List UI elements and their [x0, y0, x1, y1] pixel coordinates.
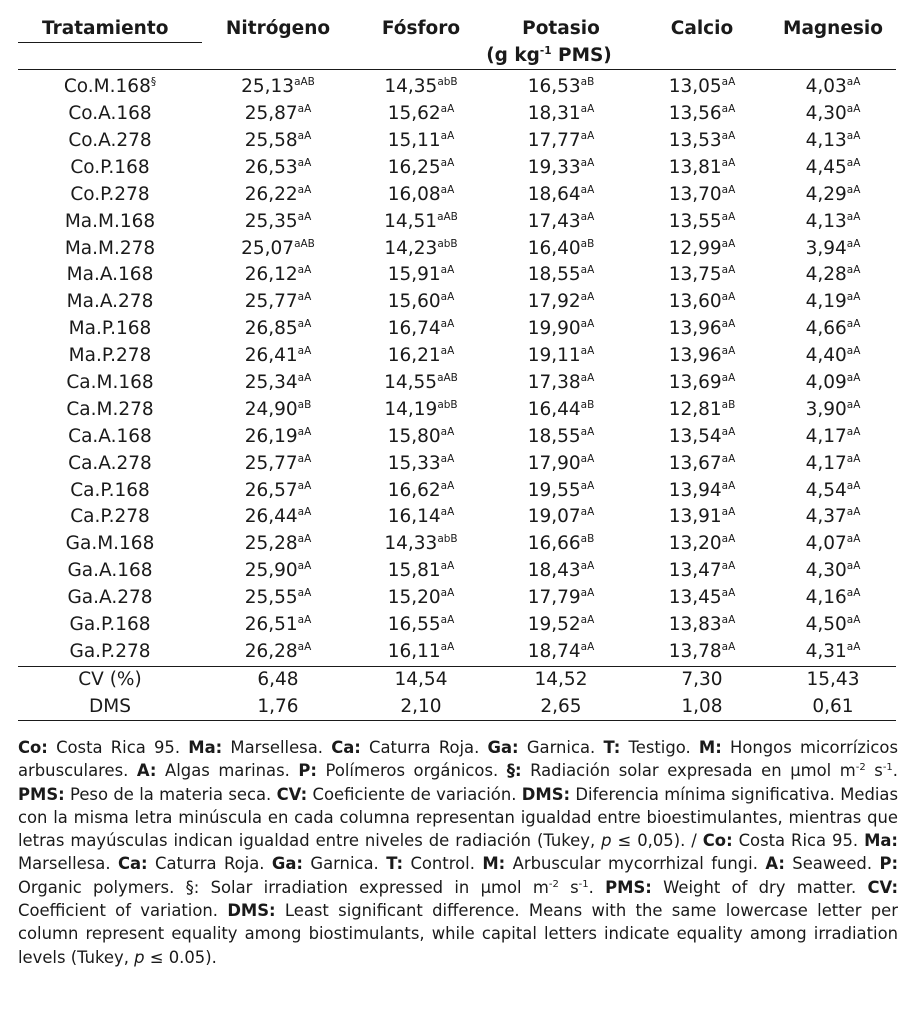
- cell-nitrogen: $26,28^{aA}$: [244, 640, 312, 662]
- stat-value: 15,43: [770, 666, 896, 693]
- cell-potassium: $18,31^{aA}$: [527, 103, 595, 125]
- cell-calcium: $12,99^{aA}$: [668, 237, 736, 259]
- cell-potassium: $17,77^{aA}$: [527, 129, 595, 151]
- table-row: [18, 639, 896, 666]
- cell-nitrogen: $26,22^{aA}$: [244, 183, 312, 205]
- table-row: [18, 585, 896, 612]
- cell-magnesium: $4,66^{aA}$: [805, 318, 861, 340]
- cell-calcium: $13,60^{aA}$: [668, 291, 736, 313]
- table-row: [18, 504, 896, 531]
- cell-calcium: $13,55^{aA}$: [668, 210, 736, 232]
- cell-treatment: Ga.M.168: [65, 533, 155, 555]
- cell-calcium: $13,67^{aA}$: [668, 452, 736, 474]
- cell-phosphorus: $16,08^{aA}$: [387, 183, 455, 205]
- cell-phosphorus: $15,33^{aA}$: [387, 452, 455, 474]
- cell-nitrogen: $25,77^{aA}$: [244, 291, 312, 313]
- cell-treatment: Ca.A.168: [68, 425, 152, 447]
- cell-phosphorus: $15,81^{aA}$: [387, 560, 455, 582]
- cell-magnesium: $4,19^{aA}$: [805, 291, 861, 313]
- cell-potassium: $16,40^{aB}$: [527, 237, 595, 259]
- cell-calcium: $13,05^{aA}$: [668, 76, 736, 98]
- cell-potassium: $17,92^{aA}$: [527, 291, 595, 313]
- cell-calcium: $13,20^{aA}$: [668, 533, 736, 555]
- cell-phosphorus: $14,35^{abB}$: [384, 76, 458, 98]
- cell-treatment: Ca.A.278: [68, 452, 152, 474]
- stat-value: 1,76: [202, 693, 354, 721]
- table-row: [18, 101, 896, 128]
- cell-magnesium: $4,03^{aA}$: [805, 76, 861, 98]
- cell-magnesium: $4,45^{aA}$: [805, 156, 861, 178]
- table-row: [18, 182, 896, 209]
- cell-potassium: $17,43^{aA}$: [527, 210, 595, 232]
- cell-potassium: $19,90^{aA}$: [527, 318, 595, 340]
- cell-phosphorus: $16,55^{aA}$: [387, 614, 455, 635]
- cell-magnesium: $4,16^{aA}$: [805, 587, 861, 609]
- cell-treatment: Co.P.278: [70, 183, 150, 205]
- units-row: [18, 43, 896, 70]
- table-row: [18, 477, 896, 504]
- cell-nitrogen: $26,12^{aA}$: [244, 264, 312, 286]
- cell-nitrogen: $25,77^{aA}$: [244, 452, 312, 474]
- table-row: [18, 450, 896, 477]
- stat-value: 6,48: [202, 666, 354, 693]
- table-row: [18, 370, 896, 397]
- cell-treatment: Co.A.168: [68, 103, 152, 125]
- cell-potassium: $18,55^{aA}$: [527, 264, 595, 286]
- header-magnesium: Magnesio: [783, 17, 883, 39]
- cell-calcium: $13,53^{aA}$: [668, 129, 736, 151]
- table-row: [18, 128, 896, 155]
- stat-value: 14,54: [354, 666, 488, 693]
- cell-nitrogen: $26,51^{aA}$: [244, 614, 312, 635]
- cell-treatment: Co.M.168§: [63, 76, 157, 98]
- cell-phosphorus: $15,20^{aA}$: [387, 587, 455, 609]
- cell-treatment: Ma.P.278: [68, 345, 152, 367]
- cell-calcium: $13,96^{aA}$: [668, 345, 736, 367]
- cell-nitrogen: $25,58^{aA}$: [244, 129, 312, 151]
- table-container: [18, 14, 896, 721]
- header-nitrogen: Nitrógeno: [225, 17, 331, 39]
- cell-magnesium: $4,31^{aA}$: [805, 640, 861, 662]
- cell-calcium: $13,75^{aA}$: [668, 264, 736, 286]
- cell-treatment: Ca.M.278: [66, 398, 154, 420]
- cell-treatment: Co.A.278: [68, 129, 152, 151]
- cell-treatment: Ga.P.168: [69, 614, 151, 635]
- cell-magnesium: $4,13^{aA}$: [805, 129, 861, 151]
- cell-magnesium: $4,54^{aA}$: [805, 479, 861, 501]
- cell-magnesium: $4,17^{aA}$: [805, 425, 861, 447]
- cell-magnesium: $4,40^{aA}$: [805, 345, 861, 367]
- cell-nitrogen: $25,35^{aA}$: [244, 210, 312, 232]
- table-footnote: [18, 736, 898, 969]
- stat-value: 14,52: [488, 666, 634, 693]
- stats-row: [18, 666, 896, 693]
- cell-magnesium: $4,50^{aA}$: [805, 614, 861, 635]
- cell-phosphorus: $14,19^{abB}$: [384, 398, 458, 420]
- cell-potassium: $19,11^{aA}$: [527, 345, 595, 367]
- units-label: (g $kg^{-1}$ PMS): [202, 43, 896, 70]
- footnote-spanish: Co: Costa Rica 95. Ma: Marsellesa. Ca: Caturra Roja. Ga: Garnica. T: Testigo. M: Hongos micorrízicos arbusculares. A: Algas marinas. P: Polímeros orgánicos. §: Radiación solar expresada en µmol $m^{-2}$ $s^{-1}$. PMS: Peso de la materia seca. CV: Coeficiente de variación. DMS: Diferencia mínima significativa. Medias con la misma letra minúscula en cada columna representan igualdad entre bioestimulantes, mientras que letras mayúsculas indican igualdad entre niveles de radiación (Tukey, p ≤ 0,05). /: [18, 738, 899, 851]
- cell-calcium: $13,94^{aA}$: [668, 479, 736, 501]
- cell-calcium: $13,56^{aA}$: [668, 103, 736, 125]
- cell-potassium: $17,79^{aA}$: [527, 587, 595, 609]
- cell-nitrogen: $25,55^{aA}$: [244, 587, 312, 609]
- cell-treatment: Ma.M.278: [64, 237, 156, 259]
- cell-treatment: Ga.A.168: [67, 560, 153, 582]
- cell-phosphorus: $15,11^{aA}$: [387, 129, 455, 151]
- header-treatment: Tratamiento: [18, 14, 202, 43]
- cell-calcium: $13,81^{aA}$: [668, 156, 736, 178]
- cell-phosphorus: $16,21^{aA}$: [387, 345, 455, 367]
- cell-magnesium: $4,29^{aA}$: [805, 183, 861, 205]
- cell-magnesium: $4,17^{aA}$: [805, 452, 861, 474]
- cell-phosphorus: $14,33^{abB}$: [384, 533, 458, 555]
- cell-calcium: $12,81^{aB}$: [668, 398, 736, 420]
- cell-nitrogen: $25,13^{aAB}$: [241, 76, 315, 98]
- cell-treatment: Ma.P.168: [68, 318, 152, 340]
- cell-treatment: Ca.M.168: [66, 371, 154, 393]
- cell-potassium: $19,52^{aA}$: [527, 614, 595, 635]
- cell-treatment: Co.P.168: [70, 156, 150, 178]
- table-row: [18, 424, 896, 451]
- cell-phosphorus: $15,62^{aA}$: [387, 103, 455, 125]
- cell-magnesium: $4,28^{aA}$: [805, 264, 861, 286]
- cell-phosphorus: $16,25^{aA}$: [387, 156, 455, 178]
- cell-potassium: $17,38^{aA}$: [527, 371, 595, 393]
- cell-magnesium: $3,94^{aA}$: [805, 237, 861, 259]
- cell-phosphorus: $14,23^{abB}$: [384, 237, 458, 259]
- header-potassium: Potasio: [522, 17, 600, 39]
- header-phosphorus: Fósforo: [381, 17, 461, 39]
- cell-nitrogen: $26,19^{aA}$: [244, 425, 312, 447]
- table-row: [18, 70, 896, 101]
- table-row: [18, 316, 896, 343]
- table-row: [18, 558, 896, 585]
- cell-potassium: $16,53^{aB}$: [527, 76, 595, 98]
- cell-treatment: Ga.A.278: [67, 587, 153, 609]
- cell-calcium: $13,96^{aA}$: [668, 318, 736, 340]
- cell-magnesium: $4,13^{aA}$: [805, 210, 861, 232]
- cell-calcium: $13,45^{aA}$: [668, 587, 736, 609]
- cell-treatment: Ga.P.278: [69, 640, 151, 662]
- cell-nitrogen: $25,90^{aA}$: [244, 560, 312, 582]
- cell-magnesium: $3,90^{aA}$: [805, 398, 861, 420]
- cell-nitrogen: $26,85^{aA}$: [244, 318, 312, 340]
- cell-nitrogen: $26,41^{aA}$: [244, 345, 312, 367]
- cell-phosphorus: $15,91^{aA}$: [387, 264, 455, 286]
- cell-nitrogen: $24,90^{aB}$: [244, 398, 312, 420]
- cell-nitrogen: $26,44^{aA}$: [244, 506, 312, 528]
- cell-treatment: Ma.A.168: [66, 264, 154, 286]
- cell-magnesium: $4,30^{aA}$: [805, 103, 861, 125]
- cell-nitrogen: $26,53^{aA}$: [244, 156, 312, 178]
- cell-nitrogen: $25,34^{aA}$: [244, 371, 312, 393]
- cell-calcium: $13,78^{aA}$: [668, 640, 736, 662]
- table-row: [18, 262, 896, 289]
- cell-treatment: Ma.M.168: [64, 210, 156, 232]
- cell-magnesium: $4,30^{aA}$: [805, 560, 861, 582]
- cell-treatment: Ca.P.278: [70, 506, 150, 528]
- cell-phosphorus: $16,11^{aA}$: [387, 640, 455, 662]
- stats-row: [18, 693, 896, 721]
- cell-magnesium: $4,37^{aA}$: [805, 506, 861, 528]
- cell-phosphorus: $16,62^{aA}$: [387, 479, 455, 501]
- table-row: [18, 155, 896, 182]
- cell-calcium: $13,83^{aA}$: [668, 614, 736, 635]
- cell-nitrogen: $25,07^{aAB}$: [241, 237, 315, 259]
- stat-label: CV (%): [18, 666, 202, 693]
- stat-value: 7,30: [634, 666, 770, 693]
- cell-phosphorus: $14,51^{aAB}$: [384, 210, 458, 232]
- cell-potassium: $18,64^{aA}$: [527, 183, 595, 205]
- cell-potassium: $18,55^{aA}$: [527, 425, 595, 447]
- cell-potassium: $19,33^{aA}$: [527, 156, 595, 178]
- table-row: [18, 235, 896, 262]
- header-row: [18, 14, 896, 43]
- stat-label: DMS: [18, 693, 202, 721]
- nutrient-table: [18, 14, 896, 721]
- cell-phosphorus: $15,80^{aA}$: [387, 425, 455, 447]
- stat-value: 2,65: [488, 693, 634, 721]
- table-row: [18, 208, 896, 235]
- cell-potassium: $18,74^{aA}$: [527, 640, 595, 662]
- cell-calcium: $13,69^{aA}$: [668, 371, 736, 393]
- stat-value: 1,08: [634, 693, 770, 721]
- table-body: [18, 70, 896, 721]
- cell-nitrogen: $25,28^{aA}$: [244, 533, 312, 555]
- cell-potassium: $19,07^{aA}$: [527, 506, 595, 528]
- cell-phosphorus: $16,14^{aA}$: [387, 506, 455, 528]
- table-row: [18, 531, 896, 558]
- cell-potassium: $18,43^{aA}$: [527, 560, 595, 582]
- cell-phosphorus: $16,74^{aA}$: [387, 318, 455, 340]
- cell-magnesium: $4,09^{aA}$: [805, 371, 861, 393]
- table-row: [18, 612, 896, 639]
- cell-potassium: $19,55^{aA}$: [527, 479, 595, 501]
- cell-calcium: $13,70^{aA}$: [668, 183, 736, 205]
- header-calcium: Calcio: [670, 17, 734, 39]
- table-row: [18, 289, 896, 316]
- cell-treatment: Ca.P.168: [70, 479, 150, 501]
- cell-potassium: $17,90^{aA}$: [527, 452, 595, 474]
- cell-potassium: $16,66^{aB}$: [527, 533, 595, 555]
- cell-nitrogen: $26,57^{aA}$: [244, 479, 312, 501]
- cell-phosphorus: $15,60^{aA}$: [387, 291, 455, 313]
- cell-calcium: $13,54^{aA}$: [668, 425, 736, 447]
- footnote-english: Co: Costa Rica 95. Ma: Marsellesa. Ca: Caturra Roja. Ga: Garnica. T: Control. M: Arbuscular mycorrhizal fungi. A: Seaweed. P: Organic polymers. §: Solar irradiation expressed in µmol $m^{-2}$ $s^{-1}$. PMS: Weight of dry matter. CV: Coefficient of variation. DMS: Least significant difference. Means with the same lowercase letter per column represent equality among biostimulants, while capital letters indicate equality among irradiation levels (Tukey, p ≤ 0.05).: [18, 831, 899, 967]
- cell-treatment: Ma.A.278: [66, 291, 154, 313]
- table-row: [18, 397, 896, 424]
- cell-calcium: $13,91^{aA}$: [668, 506, 736, 528]
- stat-value: 0,61: [770, 693, 896, 721]
- cell-nitrogen: $25,87^{aA}$: [244, 103, 312, 125]
- cell-potassium: $16,44^{aB}$: [527, 398, 595, 420]
- table-row: [18, 343, 896, 370]
- stat-value: 2,10: [354, 693, 488, 721]
- cell-phosphorus: $14,55^{aAB}$: [384, 371, 458, 393]
- cell-calcium: $13,47^{aA}$: [668, 560, 736, 582]
- cell-magnesium: $4,07^{aA}$: [805, 533, 861, 555]
